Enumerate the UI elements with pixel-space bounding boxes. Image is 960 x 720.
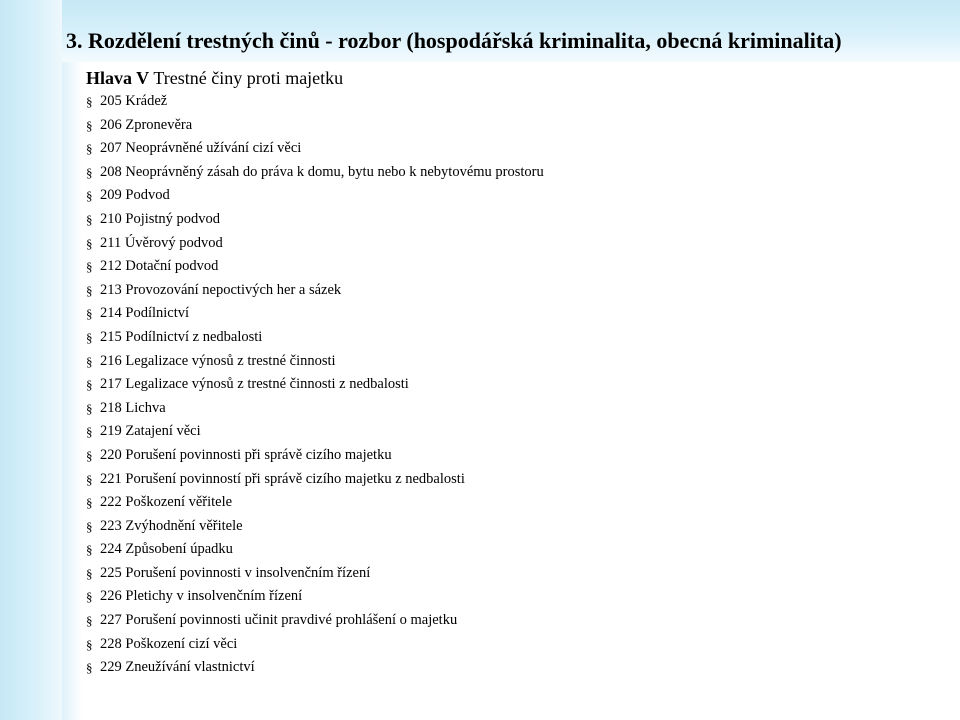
list-item — [86, 656, 946, 680]
section-bullet-icon: § — [86, 282, 93, 298]
list-item-text: 217 Legalizace výnosů z trestné činnosti z nedbalosti — [100, 376, 409, 393]
list-item — [86, 491, 946, 515]
list-item — [86, 515, 946, 539]
list-item — [86, 562, 946, 586]
list-item-text: 219 Zatajení věci — [100, 423, 201, 440]
list-item-text: 226 Pletichy v insolvenčním řízení — [100, 588, 303, 605]
list-item — [86, 420, 946, 444]
section-bullet-icon: § — [86, 542, 93, 558]
list-item — [86, 397, 946, 421]
section-bullet-icon: § — [86, 94, 93, 109]
list-item-text: 211 Úvěrový podvod — [100, 234, 223, 251]
list-item — [86, 161, 946, 185]
section-bullet-icon: § — [86, 565, 93, 581]
list-item — [86, 232, 946, 256]
list-item-text: 221 Porušení povinností při správě cizího majetku z nedbalosti — [100, 470, 465, 487]
list-item — [86, 468, 946, 492]
list-item-text: 209 Podvod — [100, 187, 170, 204]
list-item — [86, 538, 946, 562]
section-bullet-icon: § — [86, 447, 93, 463]
chapter-heading-text: Trestné činy proti majetku — [149, 68, 344, 88]
slide-content — [86, 66, 946, 680]
list-item-text: 222 Poškození věřitele — [100, 494, 233, 511]
section-bullet-icon: § — [86, 117, 93, 133]
list-item-text: 225 Porušení povinnosti v insolvenčním řízení — [100, 564, 371, 581]
section-bullet-icon: § — [86, 164, 93, 180]
list-item-text: 205 Krádež — [100, 93, 168, 109]
section-bullet-icon: § — [86, 518, 93, 534]
list-item — [86, 373, 946, 397]
section-bullet-icon: § — [86, 636, 93, 652]
section-bullet-icon: § — [86, 589, 93, 605]
section-bullet-icon: § — [86, 329, 93, 345]
slide-title: 3. Rozdělení trestných činů - rozbor (hospodářská kriminalita, obecná kriminalita) — [66, 28, 842, 53]
list-item — [86, 585, 946, 609]
list-item — [86, 633, 946, 657]
list-item — [86, 255, 946, 279]
list-item — [86, 609, 946, 633]
list-item-text: 206 Zpronevěra — [100, 116, 193, 133]
list-item-text: 210 Pojistný podvod — [100, 210, 221, 227]
list-item — [86, 302, 946, 326]
list-item-text: 215 Podílnictví z nedbalosti — [100, 328, 263, 345]
left-shadow — [62, 62, 82, 720]
list-item — [86, 208, 946, 232]
list-item-text: 214 Podílnictví — [100, 305, 190, 322]
section-bullet-icon: § — [86, 211, 93, 227]
section-bullet-icon: § — [86, 235, 93, 251]
list-item — [86, 184, 946, 208]
list-item — [86, 90, 946, 114]
section-bullet-icon: § — [86, 141, 93, 157]
section-bullet-icon: § — [86, 471, 93, 487]
crime-list — [86, 90, 946, 680]
list-item-text: 223 Zvýhodnění věřitele — [100, 517, 243, 534]
chapter-heading-bold: Hlava V — [86, 68, 150, 88]
section-bullet-icon: § — [86, 259, 93, 275]
list-item-text: 208 Neoprávněný zásah do práva k domu, bytu nebo k nebytovému prostoru — [100, 163, 544, 180]
section-bullet-icon: § — [86, 660, 93, 676]
left-decor-band — [0, 0, 62, 720]
section-bullet-icon: § — [86, 306, 93, 322]
list-item — [86, 326, 946, 350]
list-item-text: 227 Porušení povinnosti učinit pravdivé prohlášení o majetku — [100, 612, 458, 629]
section-bullet-icon: § — [86, 424, 93, 440]
list-item — [86, 444, 946, 468]
list-item-text: 207 Neoprávněné užívání cizí věci — [100, 140, 302, 157]
list-item-text: 229 Zneužívání vlastnictví — [100, 659, 255, 676]
list-item — [86, 279, 946, 303]
list-item-text: 220 Porušení povinnosti při správě cizího majetku — [100, 446, 392, 463]
section-bullet-icon: § — [86, 400, 93, 416]
section-bullet-icon: § — [86, 613, 93, 629]
list-item-text: 216 Legalizace výnosů z trestné činnosti — [100, 352, 336, 369]
list-item-text: 218 Lichva — [100, 399, 166, 416]
list-item-text: 213 Provozování nepoctivých her a sázek — [100, 281, 342, 298]
list-item — [86, 137, 946, 161]
list-item-text: 212 Dotační podvod — [100, 258, 219, 275]
list-item — [86, 350, 946, 374]
list-item — [86, 114, 946, 138]
list-item-text: 224 Způsobení úpadku — [100, 541, 233, 558]
list-item-text: 228 Poškození cizí věci — [100, 635, 238, 652]
section-bullet-icon: § — [86, 353, 93, 369]
section-bullet-icon: § — [86, 188, 93, 204]
section-bullet-icon: § — [86, 377, 93, 393]
chapter-heading — [86, 66, 946, 90]
section-bullet-icon: § — [86, 495, 93, 511]
